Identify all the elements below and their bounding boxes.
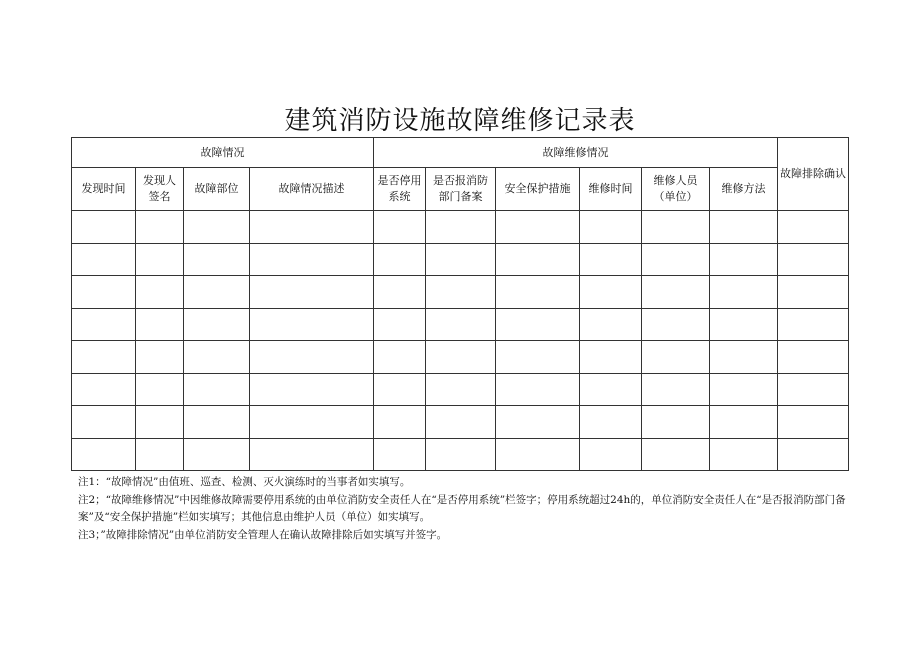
column-header-fire-dept-filing: 是否报消防部门备案 [426, 168, 496, 211]
table-cell[interactable] [136, 243, 184, 276]
column-header-repair-personnel: 维修人员（单位） [642, 168, 710, 211]
table-cell[interactable] [72, 211, 136, 244]
table-row [72, 406, 849, 439]
table-cell[interactable] [642, 373, 710, 406]
table-cell[interactable] [136, 341, 184, 374]
table-cell[interactable] [580, 276, 642, 309]
table-cell[interactable] [184, 211, 250, 244]
group-header-confirm: 故障排除确认 [778, 138, 849, 211]
table-row [72, 211, 849, 244]
table-cell[interactable] [496, 243, 580, 276]
table-cell[interactable] [496, 276, 580, 309]
table-cell[interactable] [580, 373, 642, 406]
table-cell[interactable] [778, 243, 849, 276]
table-cell[interactable] [710, 276, 778, 309]
table-cell[interactable] [250, 438, 374, 471]
table-cell[interactable] [778, 373, 849, 406]
table-cell[interactable] [710, 308, 778, 341]
table-cell[interactable] [136, 276, 184, 309]
table-cell[interactable] [426, 341, 496, 374]
table-cell[interactable] [426, 373, 496, 406]
page-title: 建筑消防设施故障维修记录表 [284, 106, 636, 136]
column-header-system-disabled: 是否停用系统 [374, 168, 426, 211]
table-cell[interactable] [642, 276, 710, 309]
table-cell[interactable] [72, 373, 136, 406]
table-cell[interactable] [72, 276, 136, 309]
table-cell[interactable] [710, 438, 778, 471]
table-cell[interactable] [250, 373, 374, 406]
column-header-discovery-time: 发现时间 [72, 168, 136, 211]
table-cell[interactable] [426, 438, 496, 471]
table-cell[interactable] [72, 341, 136, 374]
notes-section [78, 474, 858, 544]
table-cell[interactable] [72, 308, 136, 341]
table-cell[interactable] [580, 406, 642, 439]
table-cell[interactable] [642, 243, 710, 276]
table-cell[interactable] [642, 406, 710, 439]
table-cell[interactable] [136, 211, 184, 244]
table-cell[interactable] [250, 308, 374, 341]
table-cell[interactable] [374, 438, 426, 471]
fault-repair-record-table [71, 137, 849, 471]
table-cell[interactable] [250, 243, 374, 276]
table-cell[interactable] [136, 373, 184, 406]
table-cell[interactable] [426, 308, 496, 341]
table-cell[interactable] [184, 308, 250, 341]
table-cell[interactable] [136, 438, 184, 471]
table-cell[interactable] [72, 406, 136, 439]
table-cell[interactable] [580, 211, 642, 244]
table-cell[interactable] [710, 406, 778, 439]
table-cell[interactable] [778, 438, 849, 471]
table-cell[interactable] [184, 243, 250, 276]
table-cell[interactable] [426, 406, 496, 439]
table-cell[interactable] [496, 308, 580, 341]
table-cell[interactable] [250, 276, 374, 309]
table-cell[interactable] [496, 341, 580, 374]
table-row [72, 438, 849, 471]
group-header-fault: 故障情况 [72, 138, 374, 168]
table-cell[interactable] [496, 406, 580, 439]
table-cell[interactable] [136, 308, 184, 341]
column-header-fault-location: 故障部位 [184, 168, 250, 211]
table-cell[interactable] [426, 211, 496, 244]
note-3: 注3；”故障排除情况”由单位消防安全管理人在确认故障排除后如实填写并签字。 [78, 528, 448, 541]
table-cell[interactable] [426, 276, 496, 309]
table-row [72, 276, 849, 309]
table-cell[interactable] [250, 406, 374, 439]
column-header-repair-method: 维修方法 [710, 168, 778, 211]
table-cell[interactable] [642, 341, 710, 374]
table-cell[interactable] [72, 438, 136, 471]
table-cell[interactable] [642, 211, 710, 244]
table-cell[interactable] [184, 341, 250, 374]
column-header-fault-description: 故障情况描述 [250, 168, 374, 211]
column-header-discoverer-signature: 发现人签名 [136, 168, 184, 211]
table-cell[interactable] [184, 373, 250, 406]
table-cell[interactable] [136, 406, 184, 439]
table-cell[interactable] [580, 243, 642, 276]
table-cell[interactable] [374, 341, 426, 374]
table-cell[interactable] [184, 438, 250, 471]
table-cell[interactable] [580, 341, 642, 374]
table-cell[interactable] [496, 211, 580, 244]
table-cell[interactable] [580, 438, 642, 471]
table-cell[interactable] [374, 276, 426, 309]
table-cell[interactable] [374, 406, 426, 439]
column-header-repair-time: 维修时间 [580, 168, 642, 211]
table-cell[interactable] [374, 211, 426, 244]
table-cell[interactable] [580, 308, 642, 341]
table-row [72, 308, 849, 341]
table-cell[interactable] [642, 308, 710, 341]
table-cell[interactable] [496, 373, 580, 406]
table-cell[interactable] [72, 243, 136, 276]
table-cell[interactable] [778, 406, 849, 439]
column-header-safety-measures: 安全保护措施 [496, 168, 580, 211]
table-cell[interactable] [710, 341, 778, 374]
group-header-repair: 故障维修情况 [374, 138, 778, 168]
table-cell[interactable] [184, 406, 250, 439]
table-cell[interactable] [426, 243, 496, 276]
table-cell[interactable] [642, 438, 710, 471]
table-cell[interactable] [374, 243, 426, 276]
table-cell[interactable] [250, 341, 374, 374]
table-row [72, 373, 849, 406]
table-cell[interactable] [778, 341, 849, 374]
table-cell[interactable] [778, 276, 849, 309]
table-row [72, 243, 849, 276]
table-cell[interactable] [374, 373, 426, 406]
table-cell[interactable] [374, 308, 426, 341]
table-cell[interactable] [710, 243, 778, 276]
table-cell[interactable] [250, 211, 374, 244]
note-2: 注2；“故障维修情况”中因维修故障需要停用系统的由单位消防安全责任人在“是否停用系统”栏签字；停用系统超过24h的，单位消防安全责任人在“是否报消防部门备案”及“安全保护措施”栏如实填写；其他信息由维护人员（单位）如实填写。 [78, 493, 846, 523]
table-cell[interactable] [778, 211, 849, 244]
table-body [72, 211, 849, 471]
note-1: 注1：“故障情况”由值班、巡查、检测、灭火演练时的当事者如实填写。 [78, 476, 411, 488]
table-cell[interactable] [496, 438, 580, 471]
table-row [72, 341, 849, 374]
table-cell[interactable] [778, 308, 849, 341]
table-cell[interactable] [710, 211, 778, 244]
table-cell[interactable] [710, 373, 778, 406]
table-cell[interactable] [184, 276, 250, 309]
